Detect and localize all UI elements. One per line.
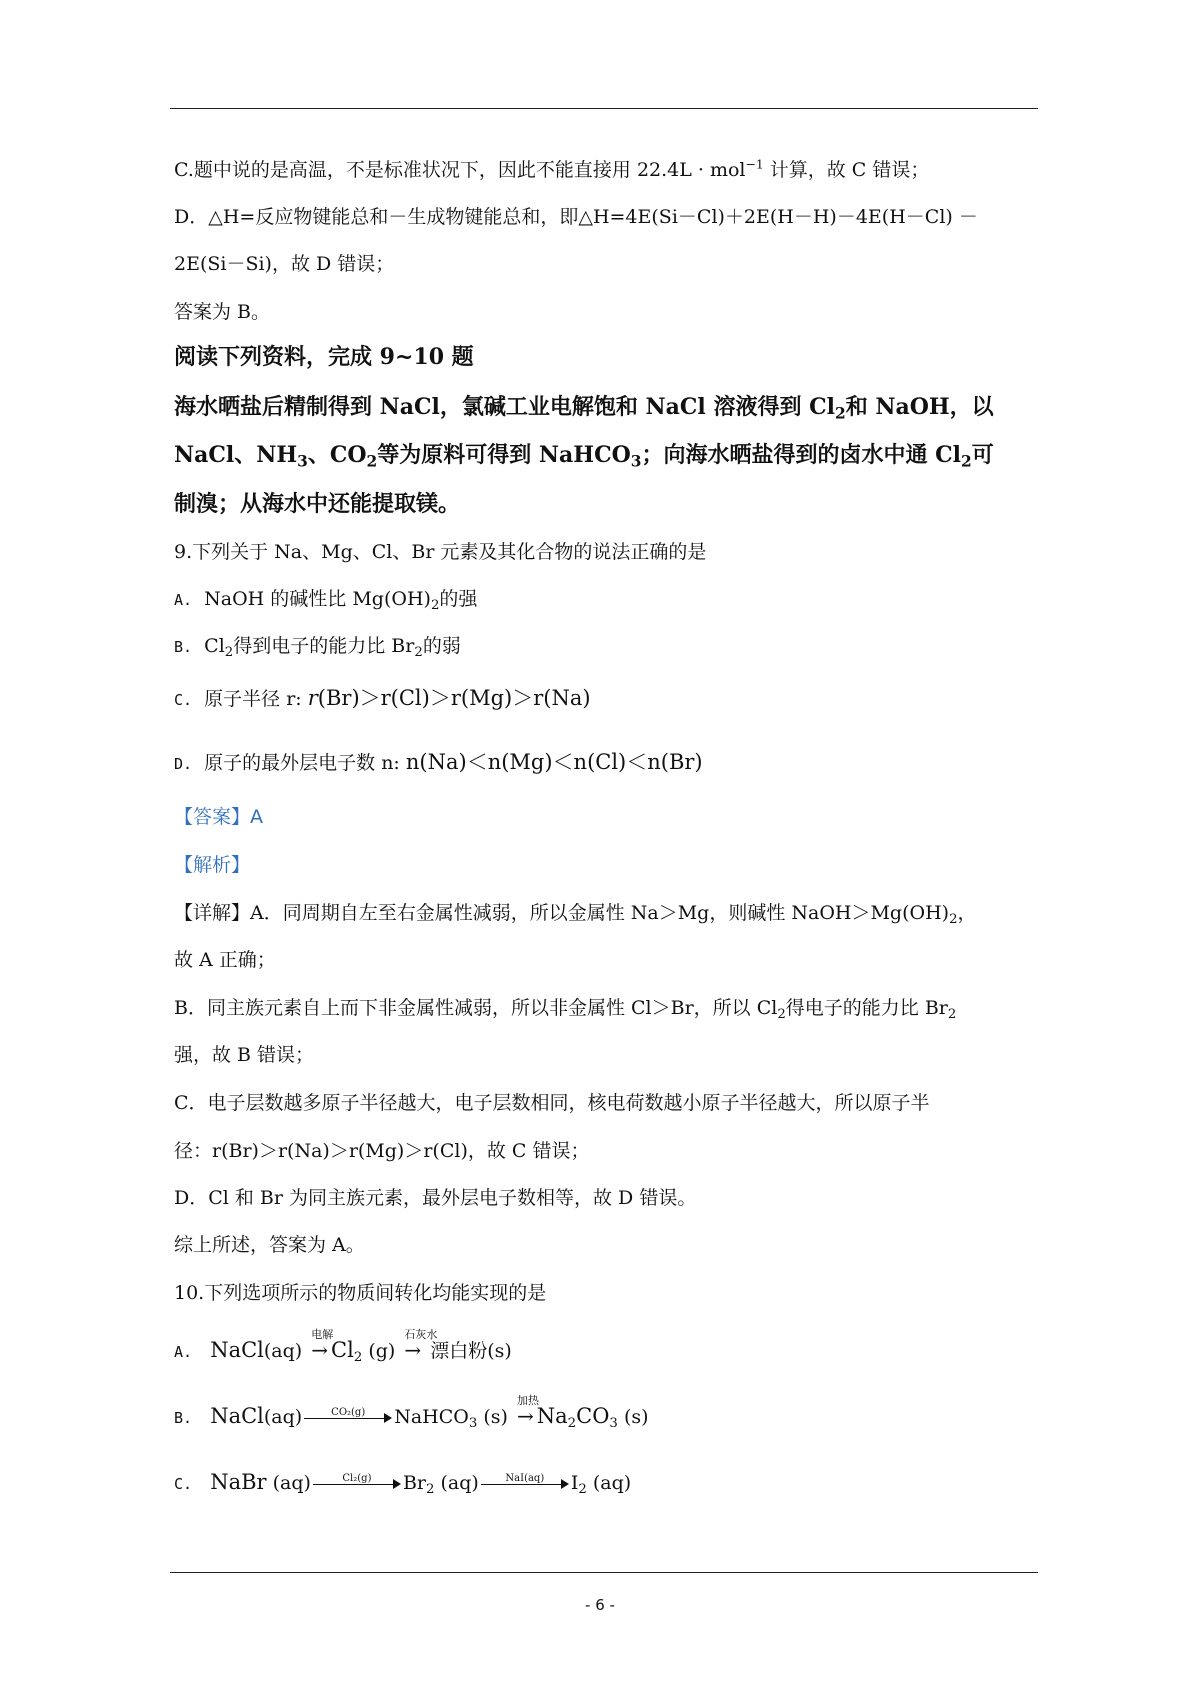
reaction-arrow: 石灰水 →: [404, 1328, 438, 1362]
reaction-arrow: 电解 →: [311, 1328, 334, 1362]
q10-stem: 10.下列选项所示的物质间转化均能实现的是: [174, 1282, 547, 1304]
material-heading: 阅读下列资料，完成 9~10 题: [174, 344, 474, 370]
reaction-arrow: Cl₂(g): [313, 1474, 401, 1494]
material-line-1: 海水晒盐后精制得到 NaCl，氯碱工业电解饱和 NaCl 溶液得到 $Cl_2$和 NaOH，以: [174, 394, 994, 423]
q9-option-b: B. $Cl_2$得到电子的能力比 $Br_2$的弱: [174, 635, 461, 660]
reaction-arrow: CO₂(g): [304, 1408, 392, 1428]
bottom-rule: [170, 1572, 1038, 1573]
q10-option-a: A. NaCl(aq) 电解 → $Cl_2$ (g) 石灰水 → 漂白粉(s): [174, 1328, 512, 1365]
page-number: - 6 -: [585, 1596, 615, 1614]
prev-option-c: C.题中说的是高温，不是标准状况下，因此不能直接用 22.4L · mol$^{-1}$ 计算，故 C 错误；: [174, 157, 930, 181]
prev-option-d-line2: 2E(Si－Si)，故 D 错误；: [174, 253, 395, 275]
prev-answer: 答案为 B。: [174, 301, 271, 323]
q9-detail-2: 故 A 正确；: [174, 949, 276, 971]
reaction-arrow: NaI(aq): [481, 1474, 569, 1494]
q9-detail-6: 径：r(Br)＞r(Na)＞r(Mg)＞r(Cl)，故 C 错误；: [174, 1140, 590, 1162]
q10-option-c: C. NaBr (aq) Cl₂(g) $Br_2$ (aq) NaI(aq) $I_2$ (aq): [174, 1470, 632, 1497]
q10-option-b: B. NaCl(aq) CO₂(g) NaHCO$_3$ (s) 加热 → $Na_2CO_3$ (s): [174, 1394, 649, 1431]
answer-tag: 【答案】: [174, 806, 251, 828]
q9-option-d: D. 原子的最外层电子数 n: n(Na)＜n(Mg)＜n(Cl)＜n(Br): [174, 750, 703, 774]
material-line-3: 制溴；从海水中还能提取镁。: [174, 491, 461, 517]
q9-detail-7: D．Cl 和 Br 为同主族元素，最外层电子数相等，故 D 错误。: [174, 1187, 697, 1209]
q9-answer-line: [174, 805, 263, 829]
q9-detail-8: 综上所述，答案为 A。: [174, 1234, 365, 1256]
reaction-arrow: 加热 →: [516, 1394, 539, 1428]
q9-option-a: A. NaOH 的碱性比 $Mg(OH)_2$的强: [174, 588, 478, 613]
prev-option-d-line1: D．△H=反应物键能总和－生成物键能总和，即△H=4E(Si－Cl)＋2E(H－H)－4E(H－Cl) －: [174, 206, 978, 228]
answer-value: A: [250, 806, 264, 828]
material-line-2: NaCl、$NH_3$、$CO_2$等为原料可得到 NaHCO$_3$；向海水晒盐得到的卤水中通 $Cl_2$可: [174, 442, 994, 471]
q9-stem: 9.下列关于 Na、Mg、Cl、Br 元素及其化合物的说法正确的是: [174, 541, 707, 563]
q9-option-c: C. 原子半径 r: r(Br)＞r(Cl)＞r(Mg)＞r(Na): [174, 686, 591, 710]
q9-detail-1: 【详解】A．同周期自左至右金属性减弱，所以金属性 Na＞Mg，则碱性 $NaOH>Mg(OH)_2$，: [174, 902, 977, 927]
q9-analysis-tag: 【解析】: [174, 854, 251, 876]
q9-detail-5: C．电子层数越多原子半径越大，电子层数相同，核电荷数越小原子半径越大，所以原子半: [174, 1092, 930, 1114]
top-rule: [170, 108, 1038, 109]
q9-detail-4: 强，故 B 错误；: [174, 1044, 315, 1066]
q9-detail-3: B．同主族元素自上而下非金属性减弱，所以非金属性 Cl＞Br，所以 $Cl_2$得电子的能力比 $Br_2$: [174, 997, 957, 1022]
